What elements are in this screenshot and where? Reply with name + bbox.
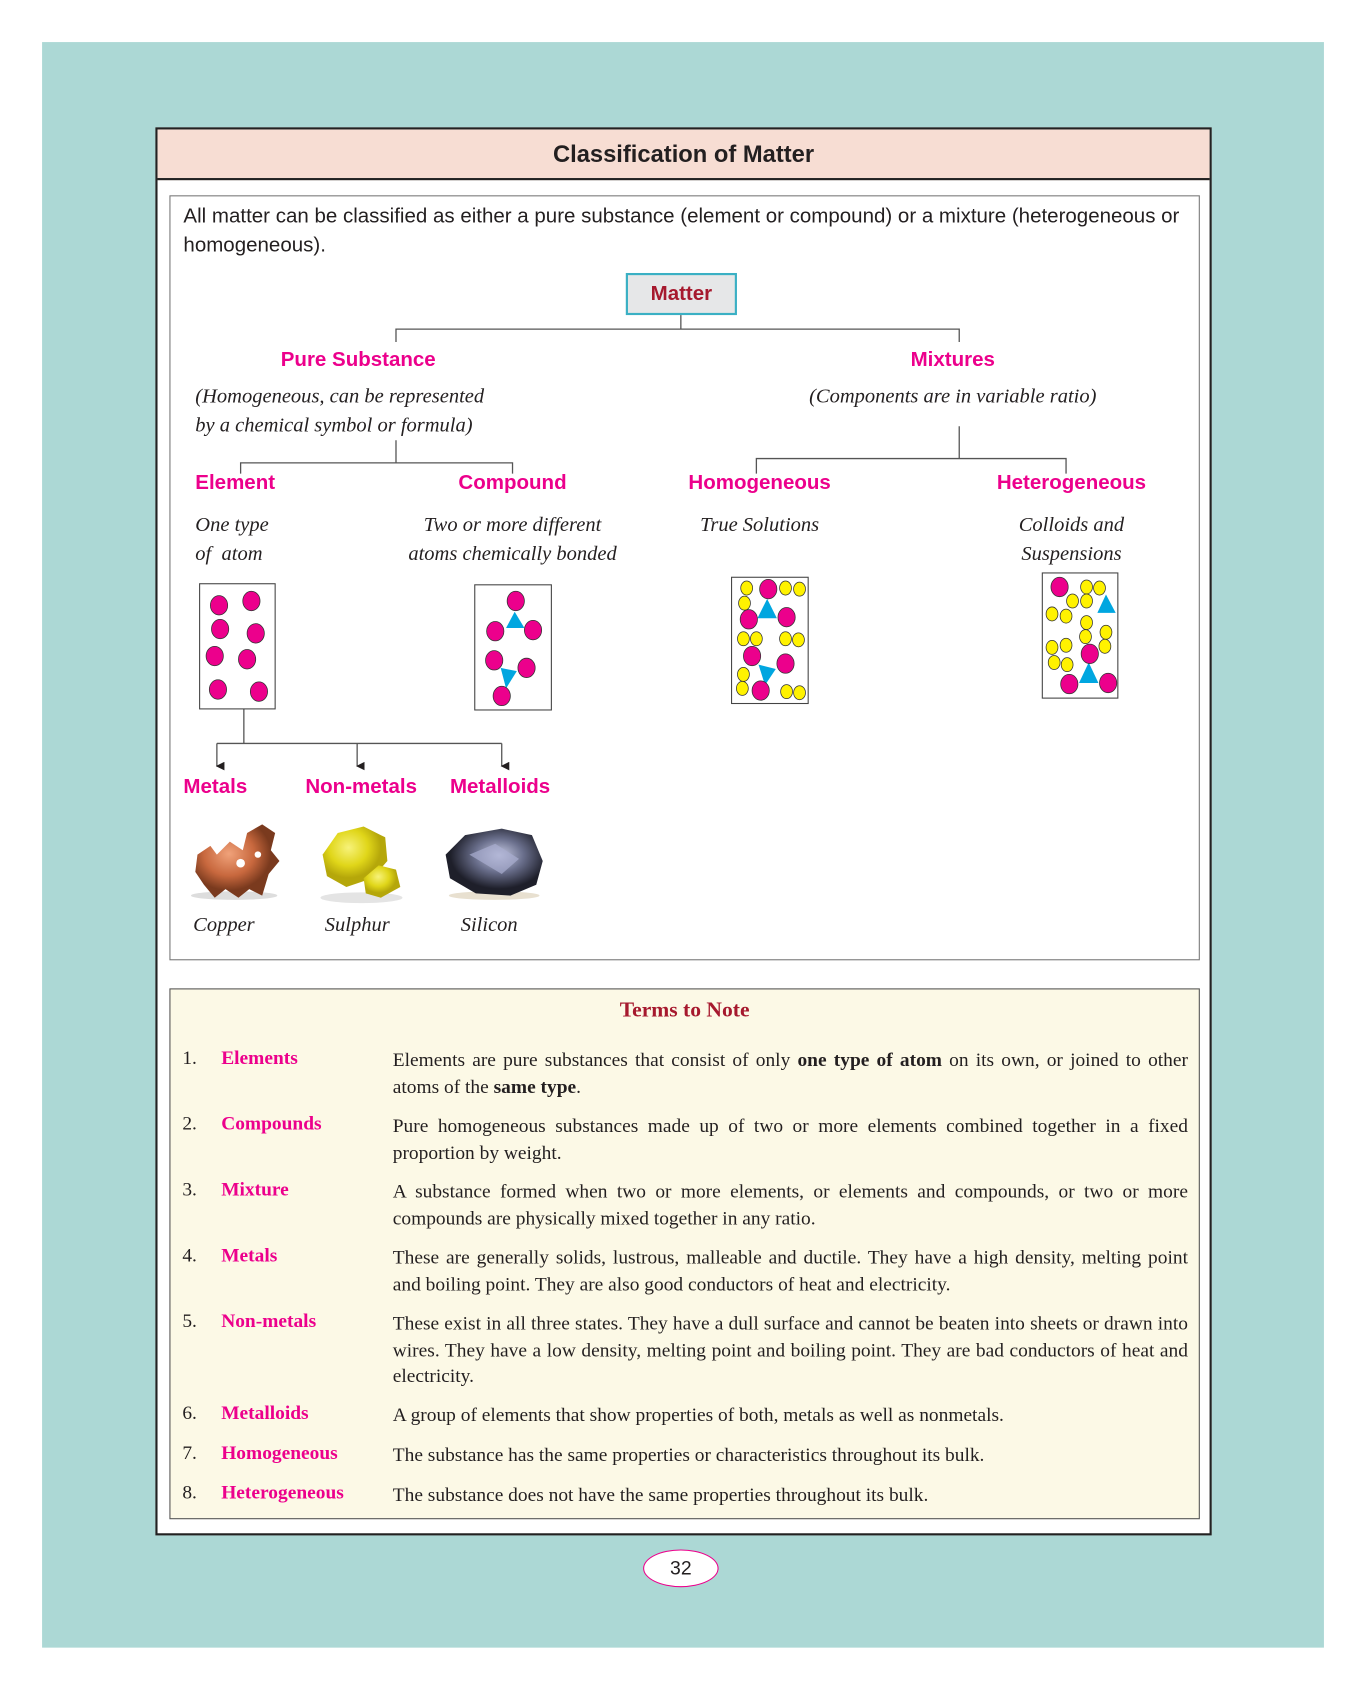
atom: [750, 632, 762, 646]
element-desc-line2: of atom: [195, 542, 263, 566]
atom: [209, 680, 226, 699]
sulphur-caption: Sulphur: [324, 913, 390, 937]
heterogeneous-label: Heterogeneous: [996, 471, 1147, 495]
element-branch-line: [217, 709, 502, 744]
term-name: Homogeneous: [221, 1441, 338, 1464]
compound-desc-line1: Two or more different: [423, 513, 602, 537]
atom: [1100, 673, 1117, 692]
atom: [741, 581, 753, 595]
atom: [247, 624, 264, 643]
term-definition: [393, 1047, 1188, 1100]
def-bold: same type: [493, 1075, 577, 1097]
silicon-caption: Silicon: [460, 913, 518, 937]
atom: [1081, 580, 1093, 594]
terms-to-note-box: [169, 988, 1199, 1519]
term-number: 3.: [182, 1178, 197, 1200]
term-number: 6.: [182, 1401, 197, 1424]
atom: [752, 681, 769, 700]
homogeneous-particle-box: [732, 577, 809, 703]
mixtures-desc: (Components are in variable ratio): [809, 385, 1097, 408]
atom: [1081, 616, 1093, 630]
term-definition: These are generally solids, lustrous, malleable and ductile. They have a high density, melting point and boiling point. They are also good conductors of heat and electricity.: [392, 1246, 1188, 1295]
term-name: Compounds: [221, 1112, 322, 1135]
mixture-branch-line: [756, 426, 1066, 473]
page-title: Classification of Matter: [158, 129, 1210, 180]
atom: [487, 622, 504, 641]
atom: [760, 579, 777, 598]
atom: [1061, 658, 1073, 672]
term-name: Mixture: [221, 1178, 289, 1200]
terms-title: Terms to Note: [619, 998, 750, 1022]
silicon-image: [446, 829, 543, 900]
compound-particle-box: [475, 585, 552, 710]
atom: [794, 686, 806, 700]
atom: [740, 610, 757, 629]
term-number: 7.: [182, 1441, 197, 1464]
metals-label: Metals: [183, 775, 248, 799]
def-bold: one type of atom: [797, 1048, 942, 1071]
atom: [206, 646, 223, 665]
sulphur-image: [320, 827, 402, 904]
term-number: 1.: [182, 1046, 197, 1069]
pure-substance-desc-line2: by a chemical symbol or formula): [195, 414, 473, 437]
atom: [1081, 594, 1093, 608]
atom: [778, 607, 795, 626]
atom: [524, 620, 541, 639]
copper-caption: Copper: [193, 913, 255, 937]
homogeneous-desc: True Solutions: [700, 513, 820, 537]
atom: [1100, 625, 1112, 639]
atom: [1061, 674, 1078, 693]
heterogeneous-desc-line1: Colloids and: [1018, 513, 1125, 537]
atom: [1048, 655, 1060, 669]
atom: [1046, 607, 1058, 621]
term-definition: A substance formed when two or more elements, or elements and compounds, or two or more compounds are physically mixed together in any ratio.: [392, 1180, 1188, 1229]
atom: [211, 619, 228, 638]
atom: [210, 596, 227, 615]
term-number: 5.: [182, 1309, 197, 1332]
atom: [777, 654, 794, 673]
term-name: Non-metals: [221, 1309, 317, 1332]
term-name: Metalloids: [221, 1401, 309, 1424]
pure-substance-label: Pure Substance: [280, 348, 436, 372]
term-name: Elements: [221, 1046, 298, 1069]
def-text: on its own, or joined to other atoms of the: [392, 1048, 1188, 1097]
heterogeneous-desc-line2: Suspensions: [1021, 542, 1122, 566]
matter-node: Matter: [626, 273, 737, 315]
term-definition: A group of elements that show properties of both, metals as well as nonmetals.: [392, 1403, 1004, 1426]
atom: [507, 591, 524, 610]
intro-text: All matter can be classified as either a pure substance (element or compound) or a mixture (heterogeneous or homogeneous).: [183, 205, 1180, 257]
atom: [1099, 639, 1111, 653]
atom: [518, 658, 535, 677]
atom: [243, 591, 260, 610]
atom: [781, 685, 793, 699]
atom: [1067, 594, 1079, 608]
homogeneous-label: Homogeneous: [688, 471, 831, 495]
atom: [1060, 638, 1072, 652]
pure-branch-line: [241, 440, 513, 473]
atom: [1051, 577, 1068, 596]
atom: [780, 581, 792, 595]
atom: [780, 632, 792, 646]
atom: [739, 596, 751, 610]
atom: [737, 632, 749, 646]
term-definition: The substance does not have the same properties throughout its bulk.: [392, 1483, 929, 1506]
atom: [238, 650, 255, 669]
atom: [1094, 581, 1106, 595]
term-number: 8.: [182, 1481, 197, 1504]
atom: [1046, 640, 1058, 654]
compound-desc-line2: atoms chemically bonded: [408, 542, 617, 566]
term-definition: The substance has the same properties or characteristics throughout its bulk.: [392, 1443, 985, 1466]
def-text: .: [576, 1075, 582, 1097]
metalloids-label: Metalloids: [449, 775, 551, 799]
atom: [794, 582, 806, 596]
term-name: Heterogeneous: [221, 1481, 344, 1504]
term-definition: Pure homogeneous substances made up of two or more elements combined together in a fixed proportion by weight.: [392, 1114, 1188, 1163]
atom: [793, 633, 805, 647]
term-definition: These exist in all three states. They have a dull surface and cannot be beaten into sheets or drawn into wires. They have a low density, melting point and boiling point. They are bad conductors of heat and electricity.: [392, 1312, 1188, 1387]
matter-branch-line: [396, 314, 959, 342]
def-text: Elements are pure substances that consist of only: [392, 1048, 798, 1071]
atom: [1060, 609, 1072, 623]
atom: [737, 667, 749, 681]
element-desc-line1: One type: [195, 513, 269, 537]
compound-label: Compound: [458, 471, 567, 495]
term-name: Metals: [221, 1244, 278, 1266]
atom: [1080, 630, 1092, 644]
classification-panel: [169, 195, 1199, 960]
element-particle-box: [200, 584, 276, 709]
term-number: 2.: [182, 1112, 197, 1135]
atom: [736, 681, 748, 695]
nonmetals-label: Non-metals: [305, 775, 417, 799]
atom: [493, 686, 510, 705]
pure-substance-desc-line1: (Homogeneous, can be represented: [195, 385, 485, 408]
atom: [743, 646, 760, 665]
element-label: Element: [195, 471, 276, 495]
atom: [1081, 644, 1098, 663]
atom: [486, 651, 503, 670]
element-type-arrows: [217, 743, 502, 766]
mixtures-label: Mixtures: [910, 348, 995, 372]
copper-image: [191, 824, 279, 900]
term-number: 4.: [182, 1244, 197, 1266]
page-number: 32: [643, 1549, 719, 1587]
heterogeneous-particle-box: [1042, 573, 1118, 698]
atom: [250, 682, 267, 701]
textbook-page: [155, 127, 1211, 1535]
